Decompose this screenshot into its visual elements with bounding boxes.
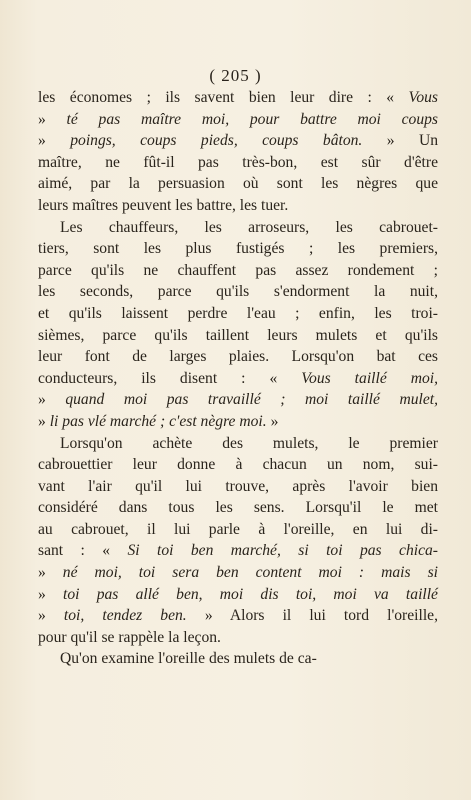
text-line: [38, 368, 438, 390]
page-number: ( 205 ): [209, 66, 262, 85]
text-line: [38, 130, 438, 152]
text-segment: les seconds, parce qu'ils s'endorment la nuit,: [38, 283, 438, 301]
italic-segment: poings, coups pieds, coups bâton.: [70, 132, 363, 150]
text-segment: »: [38, 564, 63, 582]
text-line: [38, 648, 438, 670]
text-segment: Qu'on examine l'oreille des mulets de ca-: [60, 650, 317, 668]
italic-segment: Vous taillé moi,: [301, 369, 439, 387]
text-line: [38, 476, 438, 498]
italic-segment: Vous: [408, 89, 438, 106]
text-line: [38, 497, 438, 519]
text-segment: » Un: [362, 132, 439, 150]
text-line: [38, 281, 438, 303]
text-line: [38, 411, 438, 433]
text-segment: »: [38, 110, 67, 128]
text-line: [38, 109, 438, 131]
text-segment: considéré dans tous les sens. Lorsqu'il le met: [38, 499, 438, 517]
text-line: [38, 454, 438, 476]
italic-segment: toi, tendez ben.: [63, 607, 187, 625]
text-line: [38, 325, 438, 347]
body-text: [38, 87, 438, 670]
text-line: [38, 519, 438, 541]
text-segment: au cabrouet, il lui parle à l'oreille, en lui di-: [38, 520, 438, 538]
text-segment: cabrouettier leur donne à chacun un nom, sui-: [38, 456, 438, 474]
text-segment: » Alors il lui tord l'oreille,: [186, 607, 438, 625]
italic-segment: Si toi ben marché, si toi pas chica-: [127, 542, 438, 560]
text-segment: leurs maîtres peuvent les battre, les tuer.: [38, 196, 289, 214]
text-segment: sièmes, parce qu'ils taillent leurs mulets et qu'ils: [38, 326, 438, 344]
text-segment: Les chauffeurs, les arroseurs, les cabrouet-: [60, 218, 438, 236]
text-segment: Lorsqu'on achète des mulets, le premier: [60, 434, 438, 452]
text-segment: parce qu'ils ne chauffent pas assez rondement ;: [38, 261, 438, 279]
text-line: [38, 217, 438, 239]
text-line: [38, 238, 438, 260]
text-line: [38, 433, 438, 455]
text-line: [38, 152, 438, 174]
text-line: [38, 87, 438, 109]
text-segment: »: [38, 607, 64, 625]
text-line: [38, 260, 438, 282]
text-line: [38, 195, 438, 217]
text-line: [38, 562, 438, 584]
italic-segment: toi pas allé ben, moi dis toi, moi va taillé: [63, 585, 438, 603]
italic-segment: quand moi pas travaillé ; moi taillé mulet,: [65, 391, 438, 409]
text-segment: les économes ; ils savent bien leur dire : «: [38, 89, 409, 106]
text-line: [38, 173, 438, 195]
text-segment: sant : «: [38, 542, 128, 560]
text-line: [38, 389, 438, 411]
text-segment: leur font de larges plaies. Lorsqu'on bat ces: [38, 348, 438, 366]
text-segment: vant l'air qu'il lui trouve, après l'avoir bien: [38, 477, 438, 495]
text-line: [38, 540, 438, 562]
text-segment: »: [38, 391, 66, 409]
text-segment: aimé, par la persuasion où sont les nègres que: [38, 175, 438, 193]
text-segment: maître, ne fût-il pas très-bon, est sûr d'être: [38, 153, 438, 171]
text-segment: »: [38, 585, 64, 603]
text-line: [38, 346, 438, 368]
text-segment: »: [266, 412, 279, 430]
italic-segment: té pas maître moi, pour battre moi coups: [66, 110, 438, 128]
text-segment: et qu'ils laissent perdre l'eau ; enfin, les troi-: [38, 304, 438, 322]
text-segment: tiers, sont les plus fustigés ; les premiers,: [38, 240, 438, 258]
italic-segment: né moi, toi sera ben content moi : mais si: [62, 564, 438, 582]
text-segment: »: [38, 132, 71, 150]
text-segment: pour qu'il se rappèle la leçon.: [38, 628, 221, 646]
text-segment: conducteurs, ils disent : «: [38, 369, 302, 387]
text-line: [38, 303, 438, 325]
text-line: [38, 605, 438, 627]
italic-segment: li pas vlé marché ; c'est nègre moi.: [49, 412, 267, 430]
text-line: [38, 627, 438, 649]
text-segment: »: [38, 412, 50, 430]
text-line: [38, 584, 438, 606]
